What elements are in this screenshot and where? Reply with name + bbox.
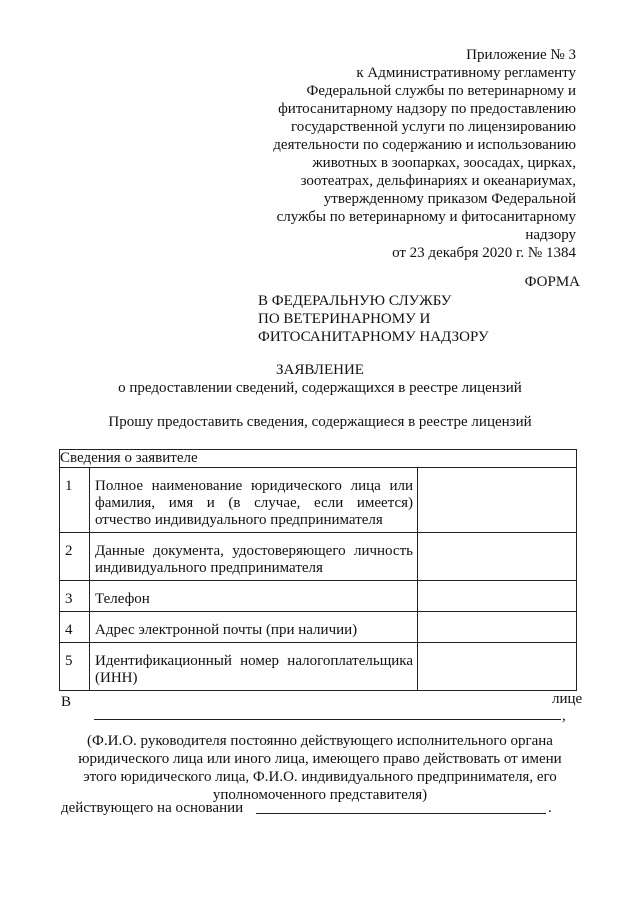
annex-line: животных в зоопарках, зоосадах, цирках, — [312, 155, 576, 171]
row-number: 2 — [60, 533, 90, 581]
representative-name-line[interactable] — [94, 719, 561, 720]
table-row — [60, 581, 577, 612]
annex-line: от 23 декабря 2020 г. № 1384 — [392, 245, 576, 261]
row-number: 5 — [60, 643, 90, 691]
table-row — [60, 533, 577, 581]
annex-line: Федеральной службы по ветеринарному и — [306, 83, 576, 99]
line-comma: , — [562, 708, 566, 724]
applicant-info-table — [59, 449, 577, 691]
annex-line: Приложение № 3 — [466, 47, 576, 63]
table-row — [60, 468, 577, 533]
row-label: Данные документа, удостоверяющего личность индивидуального предпринимателя — [90, 533, 418, 581]
document-title: ЗАЯВЛЕНИЕ — [276, 362, 364, 378]
annex-line: зоотеатрах, дельфинариях и океанариумах, — [300, 173, 576, 189]
person-prefix: В — [61, 694, 72, 710]
row-value-field[interactable] — [418, 533, 577, 581]
annex-line: утвержденному приказом Федеральной — [323, 191, 576, 207]
caption-line: юридического лица или иного лица, имеющего право действовать от имени — [78, 751, 562, 767]
annex-line: деятельности по содержанию и использованию — [273, 137, 576, 153]
document-subtitle: о предоставлении сведений, содержащихся в реестре лицензий — [118, 380, 522, 396]
annex-line: государственной услуги по лицензированию — [291, 119, 576, 135]
caption-line: уполномоченного представителя) — [212, 787, 428, 803]
representative-caption — [0, 732, 640, 804]
row-label: Полное наименование юридического лица или фамилия, имя и (в случае, если имеется) отчество индивидуального предпринимателя — [90, 468, 418, 533]
caption-line: этого юридического лица, Ф.И.О. индивидуального предпринимателя, его — [83, 769, 557, 785]
row-value-field[interactable] — [418, 468, 577, 533]
row-value-field[interactable] — [418, 581, 577, 612]
row-value-field[interactable] — [418, 612, 577, 643]
row-label: Идентификационный номер налогоплательщика (ИНН) — [90, 643, 418, 691]
annex-header — [250, 46, 576, 262]
row-label: Телефон — [90, 581, 418, 612]
table-header: Сведения о заявителе — [60, 450, 577, 468]
annex-line: фитосанитарному надзору по предоставлению — [278, 101, 576, 117]
annex-line: надзору — [525, 227, 576, 243]
addressee-line: ФИТОСАНИТАРНОМУ НАДЗОРУ — [258, 329, 489, 345]
row-value-field[interactable] — [418, 643, 577, 691]
row-number: 1 — [60, 468, 90, 533]
person-suffix: лице — [552, 691, 583, 707]
form-label: ФОРМА — [524, 274, 580, 290]
caption-line: (Ф.И.О. руководителя постоянно действующего исполнительного органа — [87, 733, 553, 749]
basis-label: действующего на основании — [61, 800, 244, 816]
annex-line: к Административному регламенту — [356, 65, 576, 81]
addressee-line: ПО ВЕТЕРИНАРНОМУ И — [258, 311, 431, 327]
addressee-line: В ФЕДЕРАЛЬНУЮ СЛУЖБУ — [258, 293, 452, 309]
request-text: Прошу предоставить сведения, содержащиеся в реестре лицензий — [108, 414, 532, 430]
table-row — [60, 612, 577, 643]
addressee-block — [258, 292, 489, 346]
basis-end: . — [548, 800, 552, 816]
annex-line: службы по ветеринарному и фитосанитарному — [276, 209, 576, 225]
row-label: Адрес электронной почты (при наличии) — [90, 612, 418, 643]
basis-input-line[interactable] — [256, 813, 546, 814]
row-number: 3 — [60, 581, 90, 612]
row-number: 4 — [60, 612, 90, 643]
table-row — [60, 643, 577, 691]
table-header-row — [60, 450, 577, 468]
